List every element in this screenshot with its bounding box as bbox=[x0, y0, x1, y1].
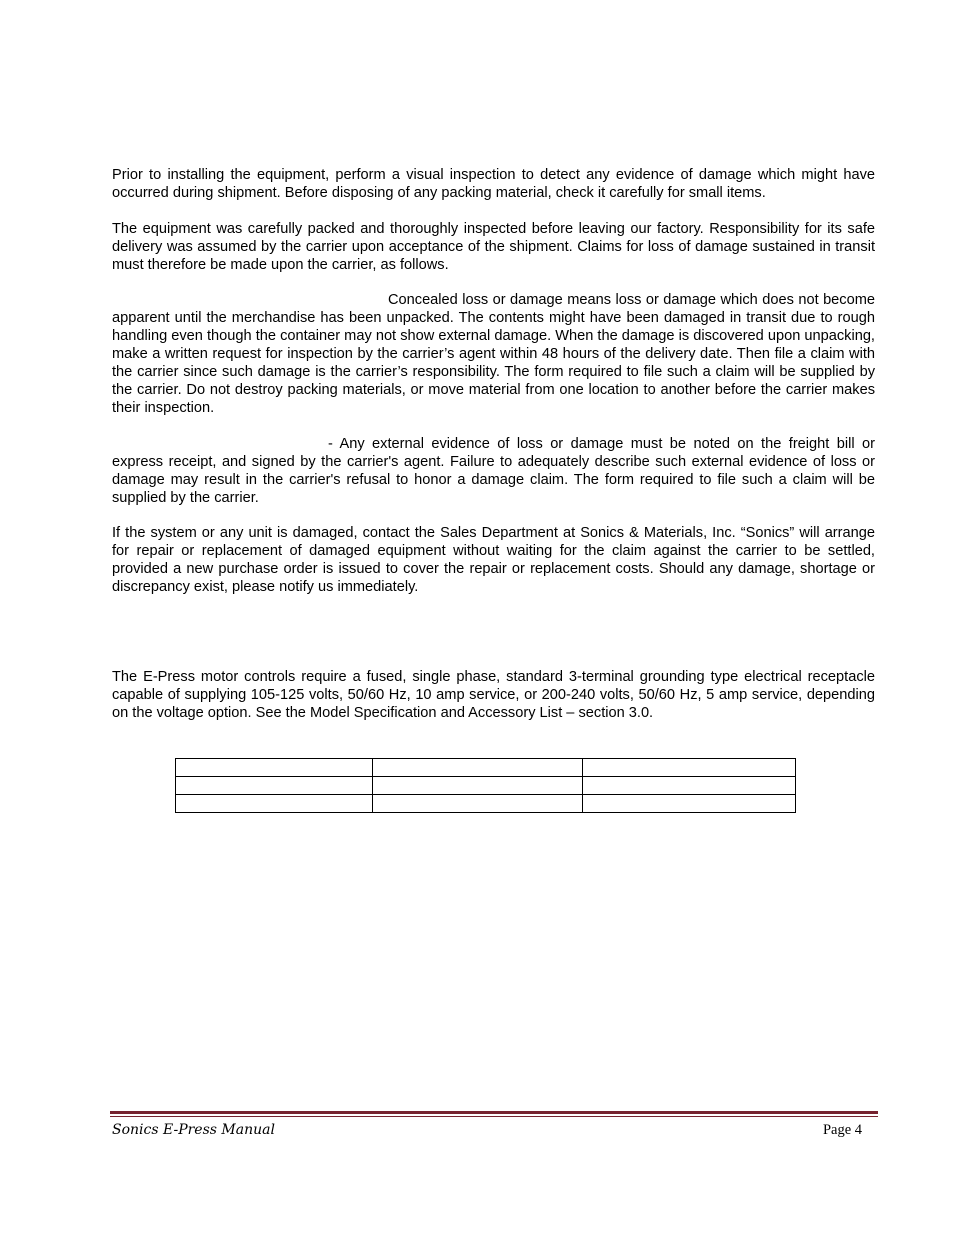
table-cell bbox=[373, 795, 583, 813]
paragraph-power-requirements: The E-Press motor controls require a fused, single phase, standard 3-terminal grounding type electrical receptacle capable of supplying 105-125 volts, 50/60 Hz, 10 amp service, or 200-240 volts, 50/60 Hz, 5 amp service, depending on the voltage option. See the Model Specification and Accessory List – section 3.0. bbox=[112, 669, 875, 721]
footer-page-number: Page 4 bbox=[822, 1122, 862, 1138]
table-cell bbox=[373, 777, 583, 795]
paragraph-sales-contact: If the system or any unit is damaged, contact the Sales Department at Sonics & Materials, Inc. “Sonics” will arrange for repair or replacement of damaged equipment without waiting for the claim against the carrier to be settled, provided a new purchase order is issued to cover the repair or replacement costs. Should any damage, shortage or discrepancy exist, please notify us immediately. bbox=[112, 525, 875, 595]
footer-divider bbox=[110, 1111, 878, 1114]
table-cell bbox=[583, 759, 796, 777]
table-cell bbox=[373, 759, 583, 777]
footer-manual-title: Sonics E-Press Manual bbox=[112, 1122, 275, 1138]
footer-divider-thin bbox=[110, 1116, 878, 1117]
paragraph-external-damage-text: - Any external evidence of loss or damage must be noted on the freight bill or express receipt, and signed by the carrier's agent. Failure to adequately describe such external evidence of loss or damage may result in the carrier's refusal to honor a damage claim. The form required to file such a claim will be supplied by the carrier. bbox=[112, 436, 875, 506]
table-row bbox=[176, 759, 796, 777]
table-cell bbox=[176, 759, 373, 777]
table-row bbox=[176, 777, 796, 795]
table-row bbox=[176, 795, 796, 813]
voltage-table bbox=[175, 758, 796, 813]
paragraph-inspection: Prior to installing the equipment, perform a visual inspection to detect any evidence of damage which might have occurred during shipment. Before disposing of any packing material, check it carefully for small items. bbox=[112, 167, 875, 201]
paragraph-external-damage bbox=[112, 435, 875, 507]
paragraph-concealed-loss bbox=[112, 291, 875, 417]
paragraph-concealed-loss-text: Concealed loss or damage means loss or damage which does not become apparent until the merchandise has been unpacked. The contents might have been damaged in transit due to rough handling even though the container may not show external damage. When the damage is discovered upon unpacking, make a written request for inspection by the carrier’s agent within 48 hours of the delivery date. Then file a claim with the carrier since such damage is the carrier’s responsibility. The form required to file such a claim will be supplied by the carrier. Do not destroy packing materials, or move material from one location to another before the carrier makes their inspection. bbox=[112, 292, 875, 416]
table-cell bbox=[176, 795, 373, 813]
table-cell bbox=[176, 777, 373, 795]
table-cell bbox=[583, 795, 796, 813]
paragraph-carrier-responsibility: The equipment was carefully packed and thoroughly inspected before leaving our factory. Responsibility for its safe delivery was assumed by the carrier upon acceptance of the shipment. Claims for loss of damage sustained in transit must therefore be made upon the carrier, as follows. bbox=[112, 221, 875, 273]
table-cell bbox=[583, 777, 796, 795]
